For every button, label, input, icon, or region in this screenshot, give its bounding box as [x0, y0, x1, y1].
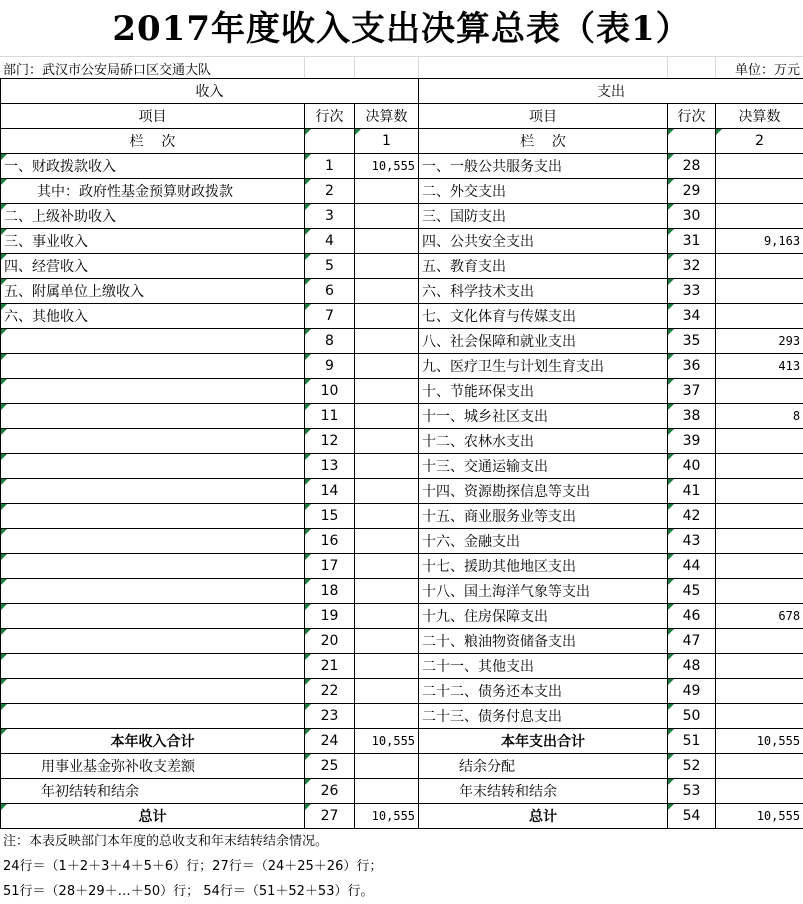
income-row-no: 14 [305, 479, 355, 504]
expense-item-header: 项目 [419, 104, 668, 129]
expense-row-no: 49 [668, 679, 716, 704]
budget-summary-table [0, 78, 803, 829]
expense-amount [716, 204, 803, 229]
income-row-no: 19 [305, 604, 355, 629]
income-row-no: 27 [305, 804, 355, 829]
expense-row-no: 45 [668, 579, 716, 604]
divider [715, 57, 716, 78]
income-summary-item: 总计 [1, 804, 305, 829]
income-row-no: 13 [305, 454, 355, 479]
income-amount: 10,555 [355, 804, 419, 829]
expense-row-no: 38 [668, 404, 716, 429]
income-row-no: 25 [305, 754, 355, 779]
income-row-no: 24 [305, 729, 355, 754]
income-item-header: 项目 [1, 104, 305, 129]
expense-row-no: 32 [668, 254, 716, 279]
income-item [1, 404, 305, 429]
expense-item: 十一、城乡社区支出 [419, 404, 668, 429]
income-item [1, 704, 305, 729]
income-amount [355, 454, 419, 479]
income-amount [355, 754, 419, 779]
income-amount [355, 229, 419, 254]
expense-amount [716, 379, 803, 404]
expense-item: 十五、商业服务业等支出 [419, 504, 668, 529]
income-amount: 10,555 [355, 729, 419, 754]
income-amount [355, 529, 419, 554]
expense-amount: 413 [716, 354, 803, 379]
table-row [1, 404, 803, 429]
income-amount [355, 654, 419, 679]
table-row [1, 204, 803, 229]
income-item [1, 454, 305, 479]
expense-amount-header: 决算数 [716, 104, 803, 129]
income-item [1, 604, 305, 629]
expense-item: 四、公共安全支出 [419, 229, 668, 254]
table-row [1, 529, 803, 554]
income-item [1, 654, 305, 679]
expense-amount: 293 [716, 329, 803, 354]
income-amount [355, 254, 419, 279]
expense-item: 二十一、其他支出 [419, 654, 668, 679]
page-title: 2017年度收入支出决算总表（表1） [112, 9, 691, 49]
table-row [1, 579, 803, 604]
expense-amount [716, 779, 803, 804]
table-row [1, 379, 803, 404]
table-row [1, 229, 803, 254]
expense-row-no-header: 行次 [668, 104, 716, 129]
department-label: 部门：武汉市公安局硚口区交通大队 [3, 63, 212, 78]
expense-row-no: 51 [668, 729, 716, 754]
expense-amount: 678 [716, 604, 803, 629]
income-row-no: 20 [305, 629, 355, 654]
expense-amount [716, 504, 803, 529]
income-column-label: 栏 次 [1, 129, 305, 154]
expense-row-no: 40 [668, 454, 716, 479]
table-row [1, 504, 803, 529]
table-row [1, 429, 803, 454]
income-item [1, 554, 305, 579]
income-amount [355, 604, 419, 629]
expense-row-no: 28 [668, 154, 716, 179]
table-row [1, 279, 803, 304]
expense-item: 二、外交支出 [419, 179, 668, 204]
summary-row [1, 729, 803, 754]
income-row-no: 18 [305, 579, 355, 604]
expense-summary-item: 本年支出合计 [419, 729, 668, 754]
income-amount [355, 204, 419, 229]
income-amount: 10,555 [355, 154, 419, 179]
note-line: 注：本表反映部门本年度的总收支和年末结转结余情况。 [3, 834, 329, 849]
income-item [1, 329, 305, 354]
expense-item: 十六、金融支出 [419, 529, 668, 554]
notes [0, 829, 803, 904]
income-amount [355, 304, 419, 329]
table-row [1, 179, 803, 204]
income-column-index: 1 [355, 129, 419, 154]
income-amount [355, 504, 419, 529]
expense-item: 十二、农林水支出 [419, 429, 668, 454]
expense-item: 十四、资源勘探信息等支出 [419, 479, 668, 504]
expense-amount: 9,163 [716, 229, 803, 254]
expense-amount [716, 754, 803, 779]
expense-row-no: 31 [668, 229, 716, 254]
income-row-no: 22 [305, 679, 355, 704]
income-amount [355, 354, 419, 379]
expense-row-no: 41 [668, 479, 716, 504]
income-column-label-no [305, 129, 355, 154]
income-item [1, 504, 305, 529]
income-amount [355, 554, 419, 579]
expense-row-no: 33 [668, 279, 716, 304]
expense-amount: 10,555 [716, 804, 803, 829]
table-row [1, 154, 803, 179]
expense-amount [716, 254, 803, 279]
expense-item: 十八、国土海洋气象等支出 [419, 579, 668, 604]
income-row-no: 4 [305, 229, 355, 254]
expense-column-label-no [668, 129, 716, 154]
expense-amount [716, 629, 803, 654]
table-row [1, 454, 803, 479]
table-row [1, 679, 803, 704]
expense-row-no: 39 [668, 429, 716, 454]
expense-row-no: 37 [668, 379, 716, 404]
expense-item: 二十三、债务付息支出 [419, 704, 668, 729]
table-row [1, 604, 803, 629]
expense-item: 七、文化体育与传媒支出 [419, 304, 668, 329]
income-row-no: 9 [305, 354, 355, 379]
income-item [1, 379, 305, 404]
income-item [1, 579, 305, 604]
expense-item: 十九、住房保障支出 [419, 604, 668, 629]
expense-row-no: 36 [668, 354, 716, 379]
income-amount [355, 704, 419, 729]
expense-row-no: 50 [668, 704, 716, 729]
expense-item: 十七、援助其他地区支出 [419, 554, 668, 579]
income-amount [355, 479, 419, 504]
income-row-no: 15 [305, 504, 355, 529]
income-row-no: 1 [305, 154, 355, 179]
table-row [1, 254, 803, 279]
expense-item: 一、一般公共服务支出 [419, 154, 668, 179]
income-item [1, 479, 305, 504]
income-summary-item: 本年收入合计 [1, 729, 305, 754]
income-amount [355, 329, 419, 354]
expense-amount [716, 704, 803, 729]
expense-summary-item: 总计 [419, 804, 668, 829]
income-item: 其中：政府性基金预算财政拨款 [1, 179, 305, 204]
income-item: 四、经营收入 [1, 254, 305, 279]
expense-amount [716, 554, 803, 579]
expense-row-no: 30 [668, 204, 716, 229]
income-amount [355, 579, 419, 604]
expense-amount [716, 304, 803, 329]
expense-item: 八、社会保障和就业支出 [419, 329, 668, 354]
expense-amount [716, 679, 803, 704]
table-row [1, 629, 803, 654]
expense-section-header: 支出 [419, 79, 803, 104]
expense-row-no: 53 [668, 779, 716, 804]
income-item [1, 529, 305, 554]
expense-item: 二十二、债务还本支出 [419, 679, 668, 704]
income-row-no: 7 [305, 304, 355, 329]
expense-column-index: 2 [716, 129, 803, 154]
divider [418, 57, 419, 78]
expense-amount [716, 179, 803, 204]
income-amount [355, 379, 419, 404]
income-item: 六、其他收入 [1, 304, 305, 329]
expense-item: 十、节能环保支出 [419, 379, 668, 404]
expense-item: 六、科学技术支出 [419, 279, 668, 304]
unit-label: 单位：万元 [734, 63, 800, 78]
table-row [1, 654, 803, 679]
income-row-no: 5 [305, 254, 355, 279]
expense-row-no: 29 [668, 179, 716, 204]
table-row [1, 329, 803, 354]
income-row-no: 8 [305, 329, 355, 354]
income-amount [355, 404, 419, 429]
note-line: 24行＝（1＋2＋3＋4＋5＋6）行；27行＝（24＋25＋26）行； [3, 859, 383, 874]
summary-row [1, 804, 803, 829]
table-row [1, 704, 803, 729]
income-summary-item: 用事业基金弥补收支差额 [1, 754, 305, 779]
income-row-no: 12 [305, 429, 355, 454]
income-amount [355, 279, 419, 304]
income-row-no: 16 [305, 529, 355, 554]
income-item [1, 679, 305, 704]
expense-item: 五、教育支出 [419, 254, 668, 279]
income-row-no: 3 [305, 204, 355, 229]
income-row-no: 21 [305, 654, 355, 679]
income-row-no: 26 [305, 779, 355, 804]
income-amount [355, 779, 419, 804]
table-row [1, 354, 803, 379]
table-row [1, 554, 803, 579]
income-section-header: 收入 [1, 79, 419, 104]
expense-column-label: 栏 次 [419, 129, 668, 154]
expense-amount [716, 579, 803, 604]
expense-amount [716, 454, 803, 479]
expense-row-no: 35 [668, 329, 716, 354]
income-amount-header: 决算数 [355, 104, 419, 129]
expense-amount [716, 429, 803, 454]
expense-amount [716, 654, 803, 679]
income-item: 三、事业收入 [1, 229, 305, 254]
expense-amount [716, 529, 803, 554]
income-item: 二、上级补助收入 [1, 204, 305, 229]
expense-row-no: 43 [668, 529, 716, 554]
expense-row-no: 42 [668, 504, 716, 529]
income-row-no: 6 [305, 279, 355, 304]
table-row [1, 304, 803, 329]
expense-item: 二十、粮油物资储备支出 [419, 629, 668, 654]
expense-item: 十三、交通运输支出 [419, 454, 668, 479]
expense-row-no: 54 [668, 804, 716, 829]
expense-row-no: 34 [668, 304, 716, 329]
expense-summary-item: 年末结转和结余 [419, 779, 668, 804]
income-row-no: 17 [305, 554, 355, 579]
note-line: 51行＝（28＋29＋…＋50）行； 54行＝（51＋52＋53）行。 [3, 884, 374, 899]
sub-header-row [0, 56, 803, 78]
income-row-no: 23 [305, 704, 355, 729]
income-amount [355, 179, 419, 204]
expense-row-no: 48 [668, 654, 716, 679]
divider [354, 57, 355, 78]
expense-amount [716, 279, 803, 304]
income-item [1, 429, 305, 454]
income-row-no: 10 [305, 379, 355, 404]
expense-amount [716, 479, 803, 504]
income-amount [355, 629, 419, 654]
expense-amount: 8 [716, 404, 803, 429]
income-row-no: 2 [305, 179, 355, 204]
table-row [1, 479, 803, 504]
expense-row-no: 46 [668, 604, 716, 629]
expense-summary-item: 结余分配 [419, 754, 668, 779]
expense-item: 三、国防支出 [419, 204, 668, 229]
expense-amount: 10,555 [716, 729, 803, 754]
expense-row-no: 47 [668, 629, 716, 654]
income-row-no-header: 行次 [305, 104, 355, 129]
income-item [1, 629, 305, 654]
expense-row-no: 52 [668, 754, 716, 779]
income-row-no: 11 [305, 404, 355, 429]
income-amount [355, 679, 419, 704]
summary-row [1, 779, 803, 804]
expense-row-no: 44 [668, 554, 716, 579]
income-item: 五、附属单位上缴收入 [1, 279, 305, 304]
income-item [1, 354, 305, 379]
divider [667, 57, 668, 78]
summary-row [1, 754, 803, 779]
divider [304, 57, 305, 78]
income-item: 一、财政拨款收入 [1, 154, 305, 179]
expense-amount [716, 154, 803, 179]
income-amount [355, 429, 419, 454]
income-summary-item: 年初结转和结余 [1, 779, 305, 804]
expense-item: 九、医疗卫生与计划生育支出 [419, 354, 668, 379]
